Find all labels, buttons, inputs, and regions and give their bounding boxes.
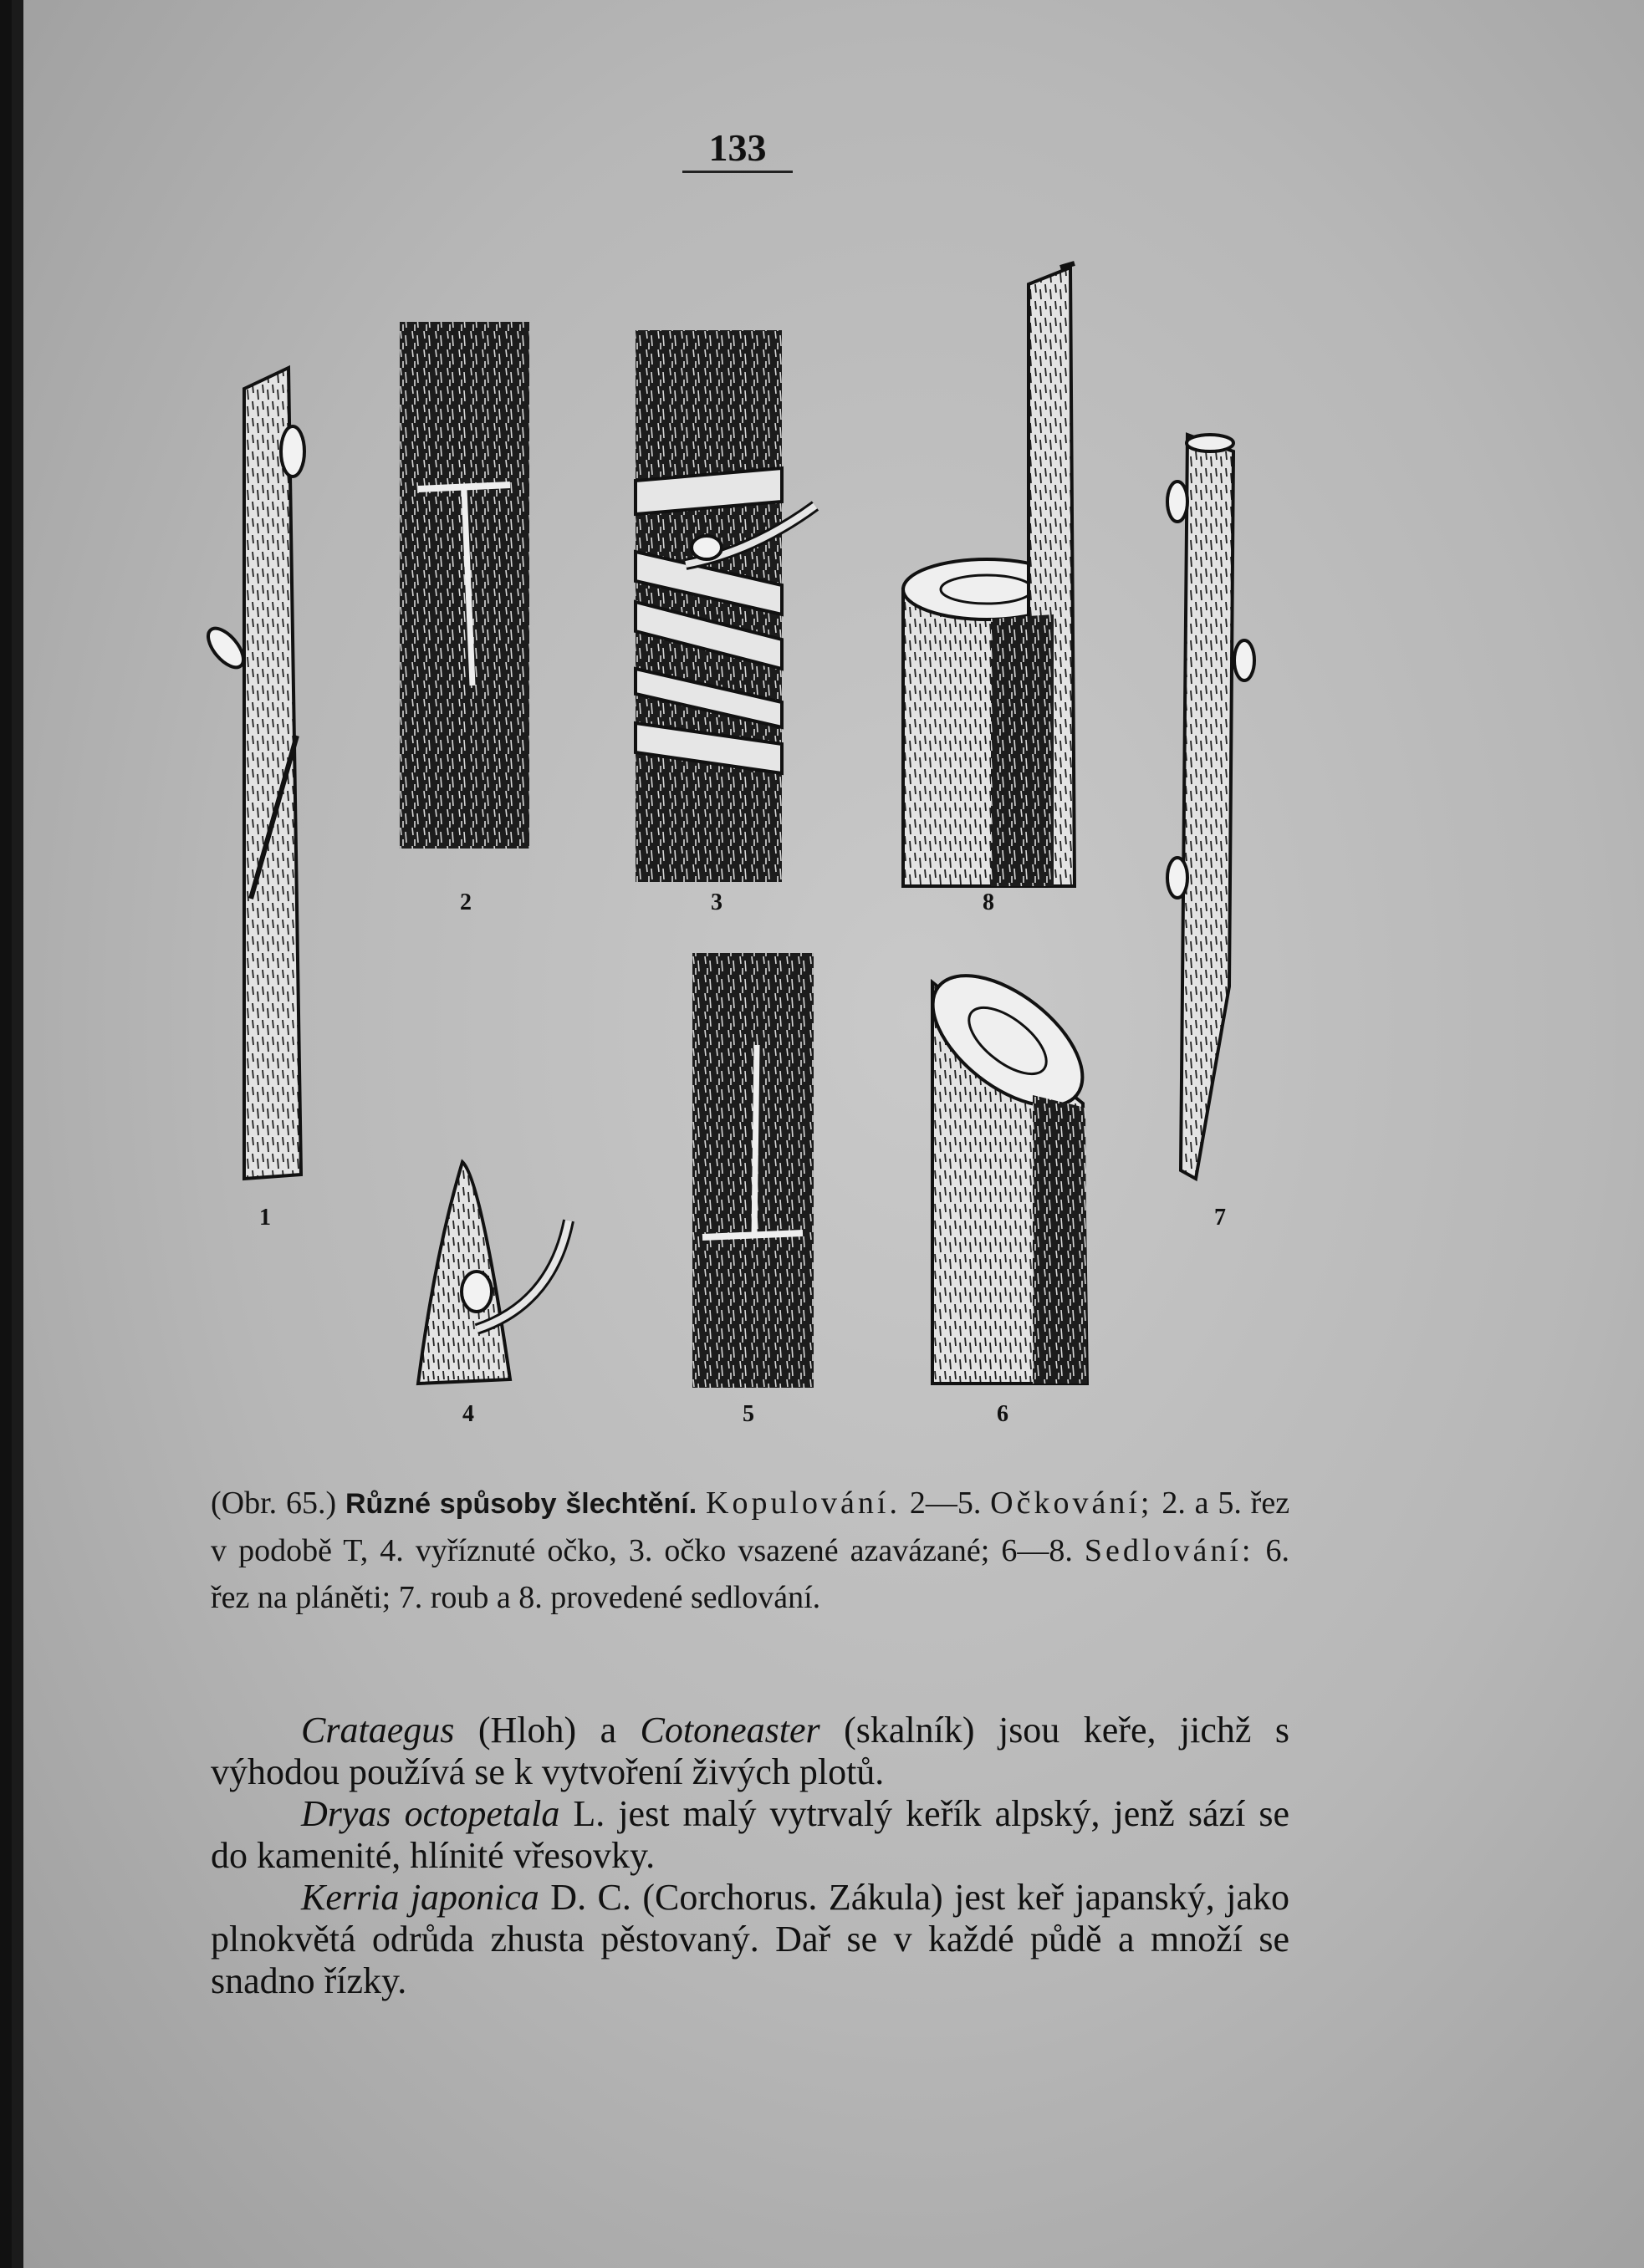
term-crataegus: Crataegus [301, 1710, 455, 1751]
label-fig-2: 2 [460, 889, 472, 915]
label-fig-1: 1 [259, 1205, 271, 1231]
caption-line2: 2. a 5. řez v podobě T, 4. vyříznuté očko, 3. očko vsazené azavázané; [211, 1486, 1290, 1568]
caption-kopulovani: Kopulování. [706, 1486, 901, 1521]
term-dryas: Dryas octopetala [301, 1793, 560, 1834]
fig-7-scion [1167, 435, 1254, 1179]
label-fig-5: 5 [743, 1401, 754, 1427]
term-cotoneaster: Cotoneaster [640, 1710, 820, 1751]
fig-6-stock-cut [910, 951, 1105, 1384]
fig-3-bound-bud [636, 330, 815, 882]
figure-caption [211, 1480, 1289, 1621]
term-kerria: Kerria japonica [301, 1877, 539, 1918]
text: (Hloh) a [477, 1710, 617, 1751]
caption-ockovani: Očkování; [990, 1486, 1153, 1521]
caption-lead: Různé spůsoby šlechtění. [345, 1488, 697, 1520]
text: (skalník) jsou keře, jichž s výhodou používá se k vytvoření živých plotů. [211, 1710, 1289, 1792]
label-fig-7: 7 [1214, 1205, 1226, 1231]
caption-part1: 2—5. [909, 1486, 982, 1521]
page-number: 133 [708, 126, 767, 169]
caption-line3-rest: 6. řez na pláněti; 7. roub a 8. provedené sedlování. [211, 1533, 1290, 1615]
caption-part3: 6—8. [1001, 1533, 1073, 1568]
fig-4-bud-shield [418, 1162, 569, 1384]
author-abbrev: D. C. [550, 1877, 631, 1918]
author-abbrev: L. [573, 1793, 605, 1834]
label-fig-6: 6 [997, 1401, 1008, 1427]
text: jest malý vytrvalý keřík alpský, jenž sází se do kamenité, hlínité vřesovky. [211, 1793, 1289, 1876]
caption-sedlovani: Sedlování: [1084, 1533, 1254, 1568]
paragraph-dryas [211, 1793, 1289, 1877]
paragraph-kerria [211, 1877, 1289, 2002]
paragraph-crataegus [211, 1710, 1289, 1793]
text: (Corchorus. Zákula) jest keř japanský, jako plnokvětá odrůda zhusta pěstovaný. Dař se v každé půdě a množí se snadno řízky. [211, 1877, 1290, 2001]
fig-1-copulation [202, 368, 304, 1179]
fig-5-t-cut-detail [692, 953, 814, 1388]
body-text [211, 1710, 1289, 2002]
caption-prefix: (Obr. 65.) [211, 1486, 337, 1521]
fig-2-t-cut [400, 322, 529, 849]
label-fig-8: 8 [983, 889, 994, 915]
label-fig-4: 4 [462, 1401, 474, 1427]
label-fig-3: 3 [711, 889, 722, 915]
fig-8-saddle-graft [903, 263, 1075, 886]
